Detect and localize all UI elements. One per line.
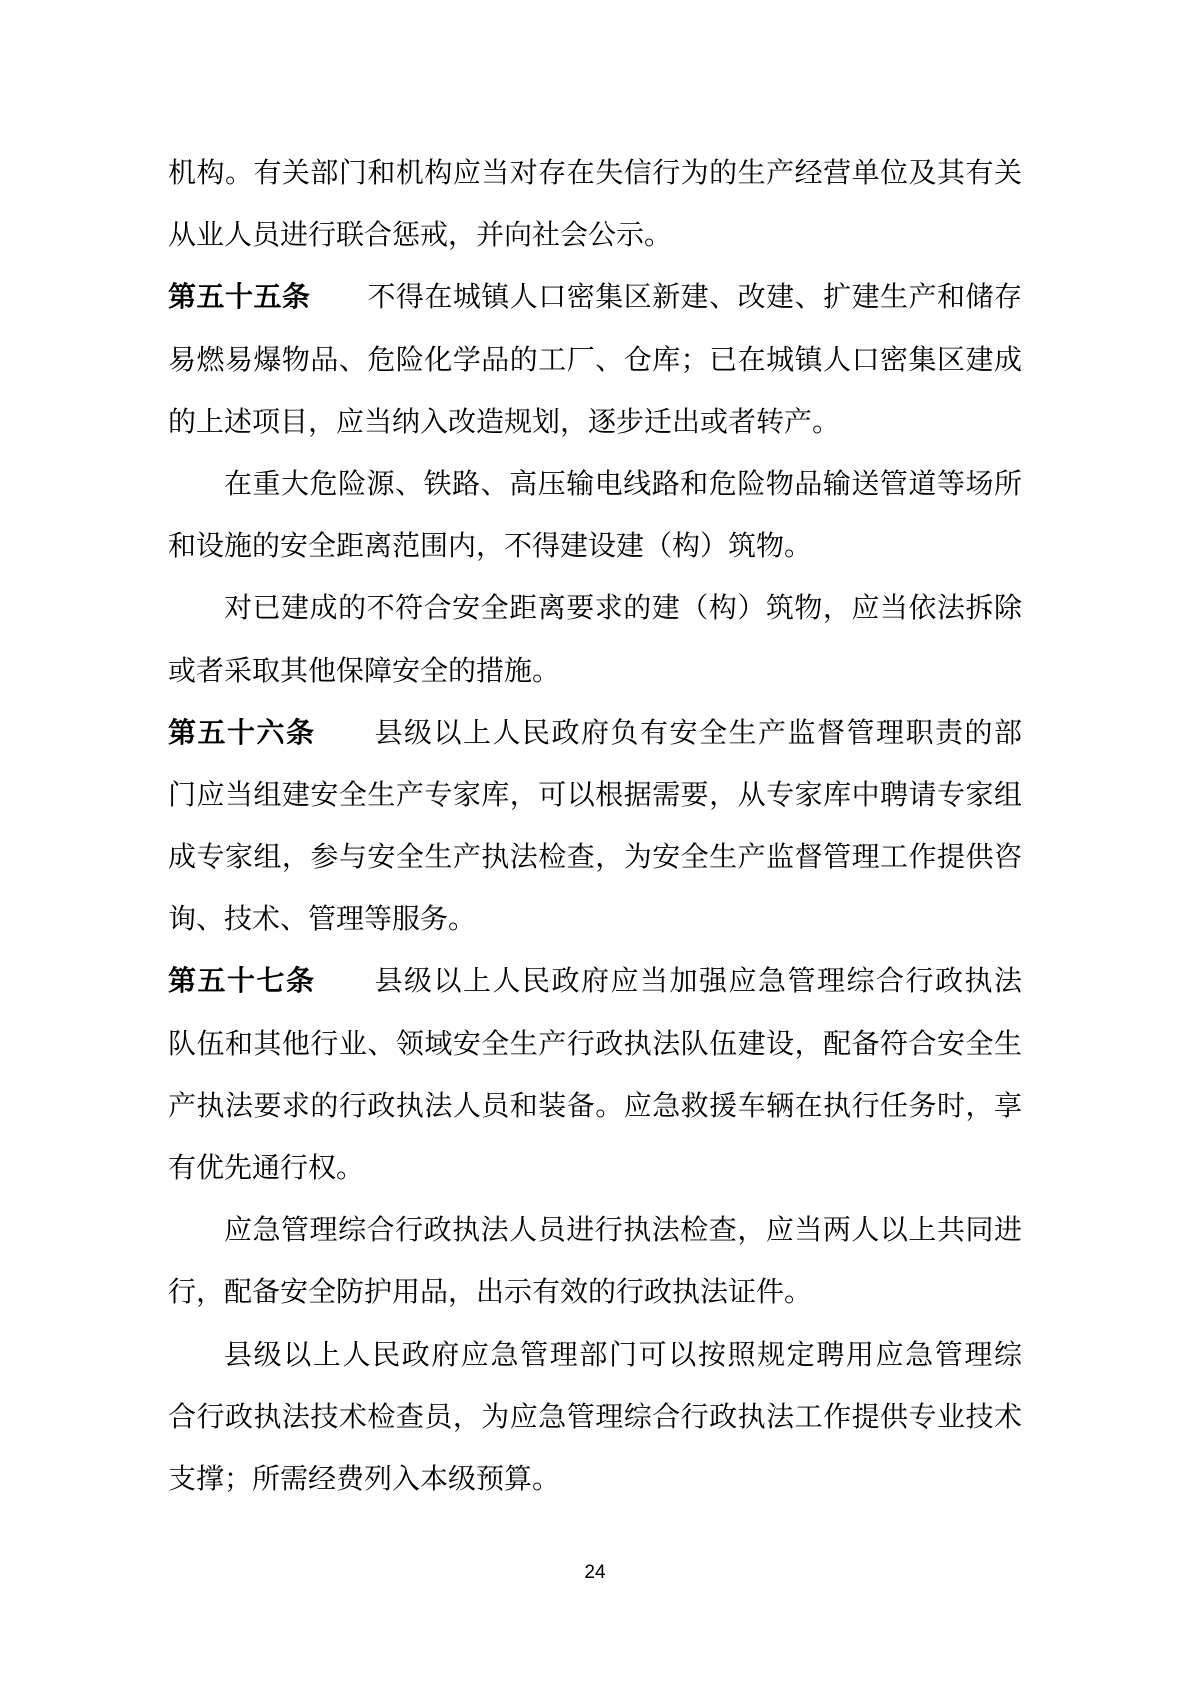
text-line: 机构。有关部门和机构应当对存在失信行为的生产经营单位及其有关: [168, 156, 1022, 189]
article-number: 第五十六条: [168, 715, 316, 749]
paragraph: [168, 1199, 1022, 1323]
text-line: 有优先通行权。: [168, 1151, 365, 1184]
text-line: 县级以上人民政府应急管理部门可以按照规定聘用应急管理综: [224, 1337, 1022, 1371]
text-line: 应急管理综合行政执法人员进行执法检查，应当两人以上共同进: [224, 1213, 1022, 1247]
paragraph: [168, 453, 1022, 577]
text-line: 成专家组，参与安全生产执法检查，为安全生产监督管理工作提供咨: [168, 840, 1022, 874]
text-line: 询、技术、管理等服务。: [168, 902, 477, 936]
text-line: 合行政执法技术检查员，为应急管理综合行政执法工作提供专业技术: [168, 1399, 1022, 1433]
text-line: 和设施的安全距离范围内，不得建设建（构）筑物。: [168, 529, 813, 563]
text-line: 产执法要求的行政执法人员和装备。应急救援车辆在执行任务时，享: [168, 1088, 1022, 1122]
text-line: 第五十六条 县级以上人民政府负有安全生产监督管理职责的部: [168, 715, 1022, 749]
article-number: 第五十五条: [168, 280, 311, 314]
text-line: 第五十七条 县级以上人民政府应当加强应急管理综合行政执法: [168, 964, 1022, 998]
text-line: 对已建成的不符合安全距离要求的建（构）筑物，应当依法拆除: [224, 591, 1022, 625]
text-line: 队伍和其他行业、领域安全生产行政执法队伍建设，配备符合安全生: [168, 1026, 1022, 1060]
text-line: 行，配备安全防护用品，出示有效的行政执法证件。: [168, 1275, 813, 1309]
article-paragraph: [168, 702, 1022, 951]
page-footer: [0, 1562, 1190, 1584]
paragraph: [168, 142, 1022, 266]
page-number: 24: [584, 1562, 606, 1583]
paragraph: [168, 577, 1022, 701]
document-body: [168, 142, 1022, 1510]
text-line: 或者采取其他保障安全的措施。: [168, 653, 561, 687]
article-number: 第五十七条: [168, 964, 316, 998]
text-line: 门应当组建安全生产专家库，可以根据需要，从专家库中聘请专家组: [168, 777, 1022, 811]
text-line: 在重大危险源、铁路、高压输电线路和危险物品输送管道等场所: [224, 466, 1022, 500]
text-line: 从业人员进行联合惩戒，并向社会公示。: [168, 218, 673, 252]
article-paragraph: [168, 950, 1022, 1199]
paragraph: [168, 1324, 1022, 1511]
text-line: 支撑；所需经费列入本级预算。: [168, 1461, 561, 1495]
article-paragraph: [168, 266, 1022, 453]
text-line: 的上述项目，应当纳入改造规划，逐步迁出或者转产。: [168, 404, 841, 438]
text-line: 易燃易爆物品、危险化学品的工厂、仓库；已在城镇人口密集区建成: [168, 342, 1022, 376]
text-line: 第五十五条 不得在城镇人口密集区新建、改建、扩建生产和储存: [168, 280, 1022, 314]
